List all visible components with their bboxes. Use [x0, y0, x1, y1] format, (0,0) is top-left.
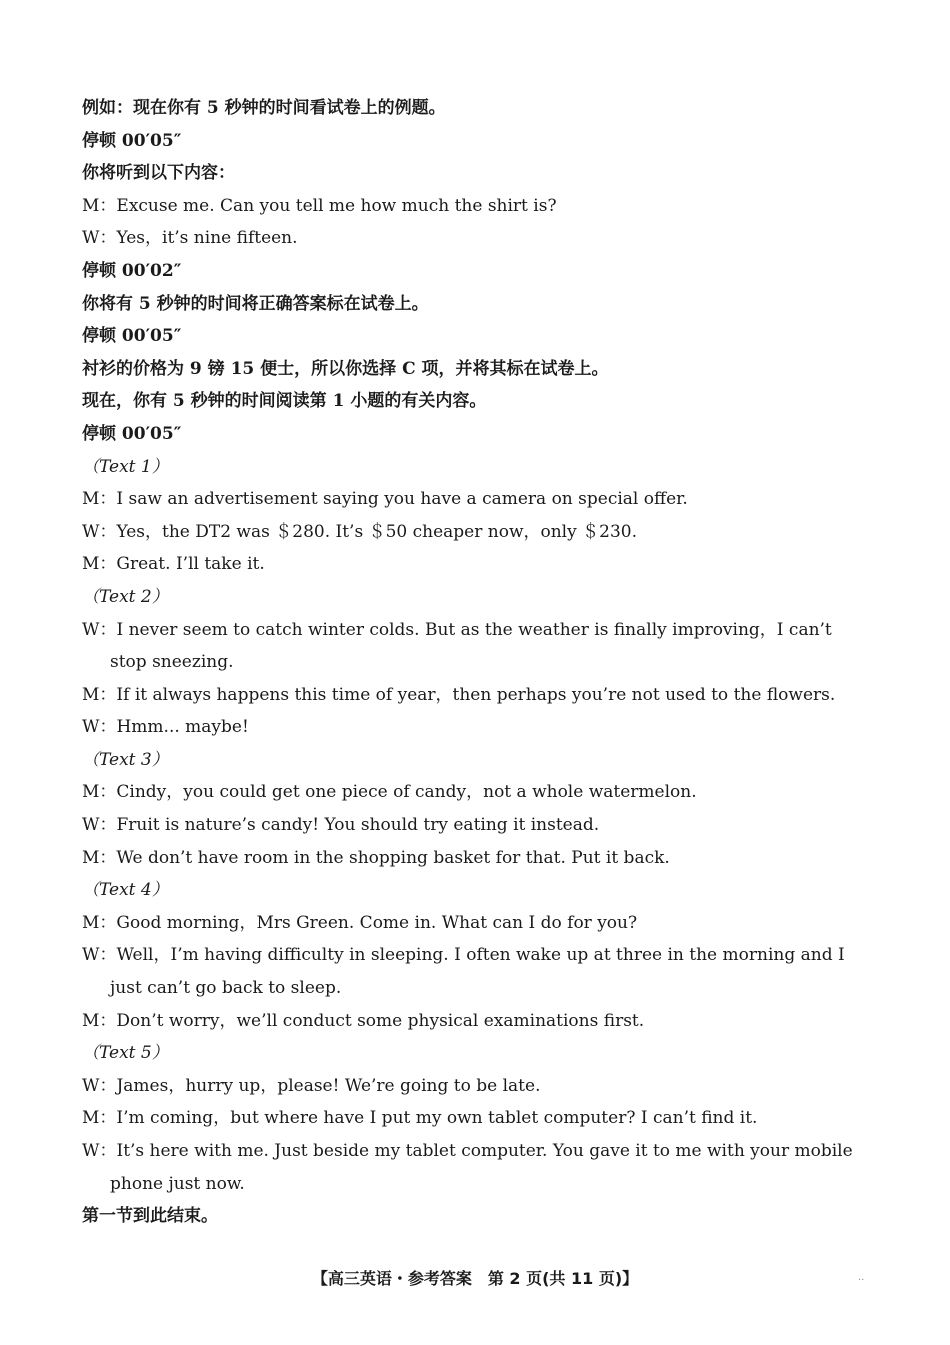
instruction-line: 你将有 5 秒钟的时间将正确答案标在试卷上。	[82, 293, 429, 314]
dialogue-line: M：Great. I’ll take it.	[82, 554, 265, 575]
instruction-line: 第一节到此结束。	[82, 1206, 218, 1227]
dialogue-line: W：Fruit is nature’s candy! You should try eating it instead.	[82, 815, 600, 836]
dialogue-line: W：Yes，it’s nine fifteen.	[82, 228, 298, 249]
section-marker: （Text 5）	[82, 1043, 169, 1064]
dialogue-line: W：It’s here with me. Just beside my tablet computer. You gave it to me with your mobile phone just now.	[82, 1141, 853, 1194]
dialogue-line: W：James，hurry up，please! We’re going to be late.	[82, 1075, 541, 1096]
page-footer: 【高三英语・参考答案 第 2 页(共 11 页)】	[311, 1269, 639, 1288]
dialogue-line: M：Excuse me. Can you tell me how much the shirt is?	[82, 195, 557, 216]
section-marker: （Text 1）	[82, 456, 169, 477]
dialogue-line: M：I saw an advertisement saying you have a camera on special offer.	[82, 489, 688, 510]
dialogue-line: W：Hmm... maybe!	[82, 717, 249, 738]
instruction-line: 停顿 00′05″	[82, 326, 182, 347]
dialogue-line: W：I never seem to catch winter colds. But as the weather is finally improving，I can’t stop sneezing.	[82, 619, 832, 673]
dialogue-line: W：Well，I’m having difficulty in sleeping. I often wake up at three in the morning and I just can’t go back to sleep.	[82, 945, 845, 999]
instruction-line: 停顿 00′05″	[82, 423, 182, 444]
dialogue-line: M：Cindy，you could get one piece of candy，not a whole watermelon.	[82, 782, 697, 803]
instruction-line: 现在，你有 5 秒钟的时间阅读第 1 小题的有关内容。	[82, 391, 487, 412]
section-marker: （Text 3）	[82, 749, 169, 770]
section-marker: （Text 4）	[82, 880, 169, 901]
footer-dots: ..	[858, 1272, 865, 1283]
dialogue-line: M：Good morning，Mrs Green. Come in. What can I do for you?	[82, 912, 638, 933]
dialogue-line: W：Yes，the DT2 was ＄280. It’s ＄50 cheaper now，only ＄230.	[82, 521, 637, 542]
instruction-line: 你将听到以下内容：	[82, 163, 235, 184]
dialogue-line: M：If it always happens this time of year，then perhaps you’re not used to the flowers.	[82, 684, 836, 705]
instruction-line: 衬衫的价格为 9 镑 15 便士，所以你选择 C 项，并将其标在试卷上。	[82, 358, 609, 379]
dialogue-line: M：I’m coming，but where have I put my own tablet computer? I can’t find it.	[82, 1108, 758, 1129]
document-body	[82, 92, 872, 1233]
instruction-line: 例如：现在你有 5 秒钟的时间看试卷上的例题。	[82, 98, 446, 118]
instruction-line: 停顿 00′02″	[82, 260, 182, 281]
dialogue-line: M：Don’t worry，we’ll conduct some physical examinations first.	[82, 1010, 645, 1031]
instruction-line: 停顿 00′05″	[82, 130, 182, 151]
dialogue-line: M：We don’t have room in the shopping basket for that. Put it back.	[82, 847, 670, 868]
section-marker: （Text 2）	[82, 586, 169, 607]
